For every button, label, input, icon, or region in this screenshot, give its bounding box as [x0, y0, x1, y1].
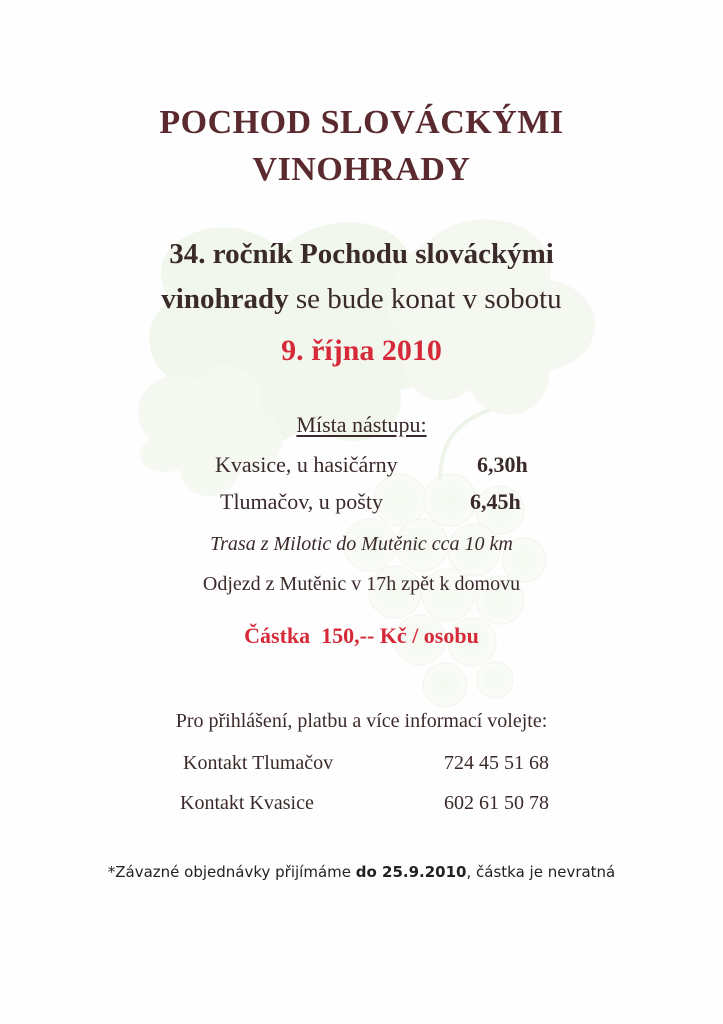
intro-line-2: [0, 283, 723, 316]
title-line-1: POCHOD SLOVÁCKÝMI: [159, 104, 564, 141]
intro-line-1-text: 34. ročník Pochodu slováckými: [169, 238, 554, 270]
price-text: Částka 150,-- Kč / osobu: [244, 623, 479, 648]
contacts-heading: Pro přihlášení, platbu a více informací volejte:: [175, 710, 548, 732]
title-line-2: VINOHRADY: [252, 151, 471, 188]
boarding-stop-2: [220, 489, 550, 515]
boarding-stop-time: 6,45h: [470, 489, 521, 514]
footnote-suffix: , částka je nevratná: [466, 863, 616, 881]
boarding-stop-place: Kvasice, u hasičárny: [215, 452, 398, 477]
contact-phone-kvasice: 602 61 50 78: [444, 792, 549, 814]
intro-line-2-rest: se bude konat v sobotu: [288, 283, 562, 315]
departure-text: Odjezd z Mutěnic v 17h zpět k domovu: [202, 573, 521, 595]
intro-line-2-bold: vinohrady: [161, 283, 289, 315]
contact-label-kvasice: Kontakt Kvasice: [180, 792, 314, 814]
intro-line-1: [0, 238, 723, 271]
contact-label-tlumacov: Kontakt Tlumačov: [183, 752, 334, 774]
boarding-stop-time: 6,30h: [477, 452, 528, 477]
route-text: Trasa z Milotic do Mutěnic cca 10 km: [210, 533, 513, 555]
footnote: [0, 863, 723, 881]
boarding-stop-place: Tlumačov, u pošty: [220, 489, 383, 514]
contact-phone-tlumacov: 724 45 51 68: [444, 752, 549, 774]
boarding-heading: Místa nástupu:: [296, 412, 427, 437]
footnote-prefix: *Závazné objednávky přijímáme: [107, 863, 356, 881]
boarding-stop-1: [215, 452, 545, 478]
footnote-deadline: do 25.9.2010: [355, 863, 467, 881]
event-date: 9. října 2010: [281, 334, 442, 367]
